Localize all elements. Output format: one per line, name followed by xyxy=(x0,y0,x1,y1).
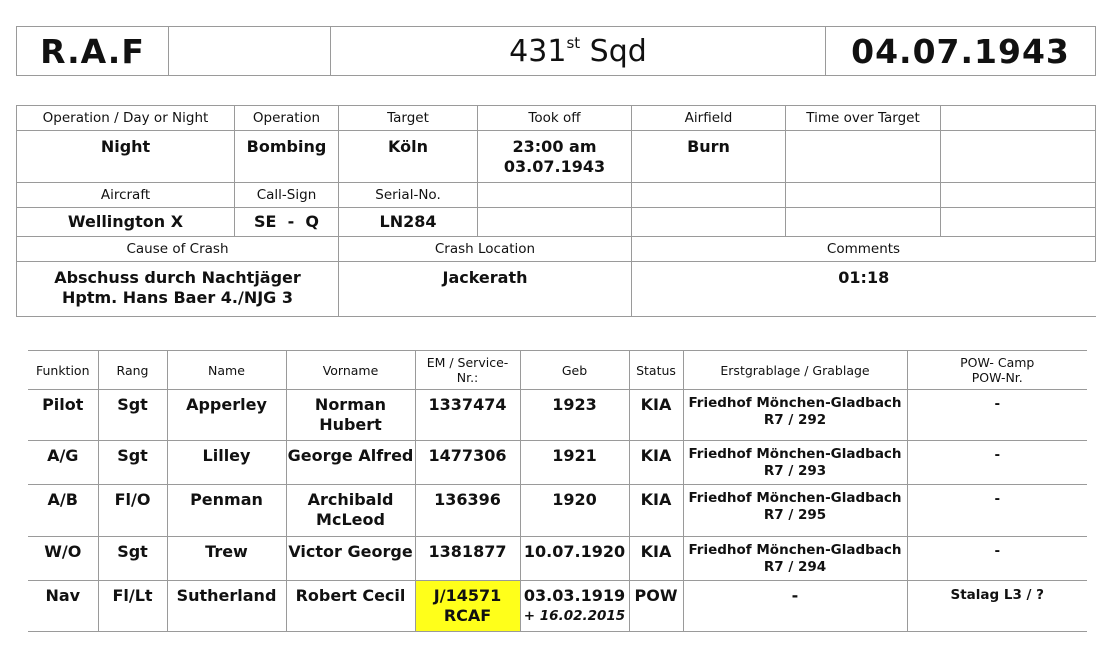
table-row xyxy=(28,581,1087,632)
cell-geb: 1923 xyxy=(520,390,629,441)
table-row xyxy=(28,390,1087,441)
header-grablage: Erstgrablage / Grablage xyxy=(683,351,907,390)
label-target: Target xyxy=(339,106,478,131)
label-cause-of-crash: Cause of Crash xyxy=(17,237,339,262)
cell-grablage: - xyxy=(683,581,907,632)
label-crash-location: Crash Location xyxy=(339,237,632,262)
cell-name: Trew xyxy=(167,537,286,581)
empty-cell xyxy=(478,208,632,237)
value-aircraft: Wellington X xyxy=(17,208,235,237)
header-table xyxy=(16,26,1096,76)
cell-geb: 1921 xyxy=(520,441,629,485)
empty-cell xyxy=(478,183,632,208)
value-call-sign: SE - Q xyxy=(235,208,339,237)
cell-geb: 10.07.1920 xyxy=(520,537,629,581)
cell-status: KIA xyxy=(629,441,683,485)
empty-cell xyxy=(941,106,1096,131)
cell-grablage: Friedhof Mönchen-Gladbach R7 / 294 xyxy=(683,537,907,581)
header-vorname: Vorname xyxy=(286,351,415,390)
label-operation-day-night: Operation / Day or Night xyxy=(17,106,235,131)
empty-cell xyxy=(632,208,786,237)
cell-rang: Fl/O xyxy=(98,485,167,537)
cell-vorname: Robert Cecil xyxy=(286,581,415,632)
label-call-sign: Call-Sign xyxy=(235,183,339,208)
value-cause-of-crash: Abschuss durch Nachtjäger Hptm. Hans Baer 4./NJG 3 xyxy=(17,262,339,317)
table-row xyxy=(28,441,1087,485)
cell-name: Lilley xyxy=(167,441,286,485)
cell-grablage: Friedhof Mönchen-Gladbach R7 / 295 xyxy=(683,485,907,537)
cell-pow: - xyxy=(907,441,1087,485)
cell-vorname: Norman Hubert xyxy=(286,390,415,441)
cell-vorname: George Alfred xyxy=(286,441,415,485)
value-day-night: Night xyxy=(17,131,235,183)
empty-cell xyxy=(941,183,1096,208)
cell-pow: - xyxy=(907,390,1087,441)
label-took-off: Took off xyxy=(478,106,632,131)
cell-funktion: W/O xyxy=(28,537,98,581)
value-airfield: Burn xyxy=(632,131,786,183)
crash-date: 04.07.1943 xyxy=(826,27,1096,76)
table-row xyxy=(28,537,1087,581)
header-blank-cell xyxy=(169,27,331,76)
header-pow-camp: POW- Camp POW-Nr. xyxy=(907,351,1087,390)
label-airfield: Airfield xyxy=(632,106,786,131)
cell-status: KIA xyxy=(629,485,683,537)
cell-status: KIA xyxy=(629,390,683,441)
header-status: Status xyxy=(629,351,683,390)
cell-status: KIA xyxy=(629,537,683,581)
cell-rang: Sgt xyxy=(98,441,167,485)
header-rang: Rang xyxy=(98,351,167,390)
cell-service-nr: 1381877 xyxy=(415,537,520,581)
label-aircraft: Aircraft xyxy=(17,183,235,208)
cell-funktion: Pilot xyxy=(28,390,98,441)
cell-service-nr-highlighted: J/14571 RCAF xyxy=(415,581,520,632)
cell-vorname: Victor George xyxy=(286,537,415,581)
squadron-title: 431st Sqd xyxy=(331,27,826,76)
cell-funktion: Nav xyxy=(28,581,98,632)
crew-table xyxy=(28,350,1087,632)
cell-service-nr: 1337474 xyxy=(415,390,520,441)
cell-funktion: A/B xyxy=(28,485,98,537)
cell-pow: - xyxy=(907,485,1087,537)
value-serial-no: LN284 xyxy=(339,208,478,237)
cell-name: Apperley xyxy=(167,390,286,441)
cell-rang: Sgt xyxy=(98,390,167,441)
empty-cell xyxy=(941,131,1096,183)
label-operation: Operation xyxy=(235,106,339,131)
cell-pow: Stalag L3 / ? xyxy=(907,581,1087,632)
empty-cell xyxy=(786,208,941,237)
empty-cell xyxy=(941,208,1096,237)
label-serial-no: Serial-No. xyxy=(339,183,478,208)
cell-geb: 1920 xyxy=(520,485,629,537)
empty-cell xyxy=(786,183,941,208)
cell-rang: Sgt xyxy=(98,537,167,581)
cell-rang: Fl/Lt xyxy=(98,581,167,632)
table-row xyxy=(28,485,1087,537)
label-time-over-target: Time over Target xyxy=(786,106,941,131)
value-took-off: 23:00 am 03.07.1943 xyxy=(478,131,632,183)
value-operation: Bombing xyxy=(235,131,339,183)
cell-pow: - xyxy=(907,537,1087,581)
cell-service-nr: 1477306 xyxy=(415,441,520,485)
cell-funktion: A/G xyxy=(28,441,98,485)
crew-header-row xyxy=(28,351,1087,390)
value-comments: 01:18 xyxy=(632,262,1096,317)
header-geb: Geb xyxy=(520,351,629,390)
header-name: Name xyxy=(167,351,286,390)
empty-cell xyxy=(632,183,786,208)
label-comments: Comments xyxy=(632,237,1096,262)
unit-label: R.A.F xyxy=(17,27,169,76)
value-crash-location: Jackerath xyxy=(339,262,632,317)
value-time-over-target xyxy=(786,131,941,183)
cell-status: POW xyxy=(629,581,683,632)
operation-info-table xyxy=(16,105,1096,317)
header-funktion: Funktion xyxy=(28,351,98,390)
cell-grablage: Friedhof Mönchen-Gladbach R7 / 293 xyxy=(683,441,907,485)
cell-grablage: Friedhof Mönchen-Gladbach R7 / 292 xyxy=(683,390,907,441)
value-target: Köln xyxy=(339,131,478,183)
cell-geb: 03.03.1919 + 16.02.2015 xyxy=(520,581,629,632)
cell-service-nr: 136396 xyxy=(415,485,520,537)
header-service-nr: EM / Service- Nr.: xyxy=(415,351,520,390)
cell-name: Penman xyxy=(167,485,286,537)
cell-name: Sutherland xyxy=(167,581,286,632)
cell-vorname: Archibald McLeod xyxy=(286,485,415,537)
